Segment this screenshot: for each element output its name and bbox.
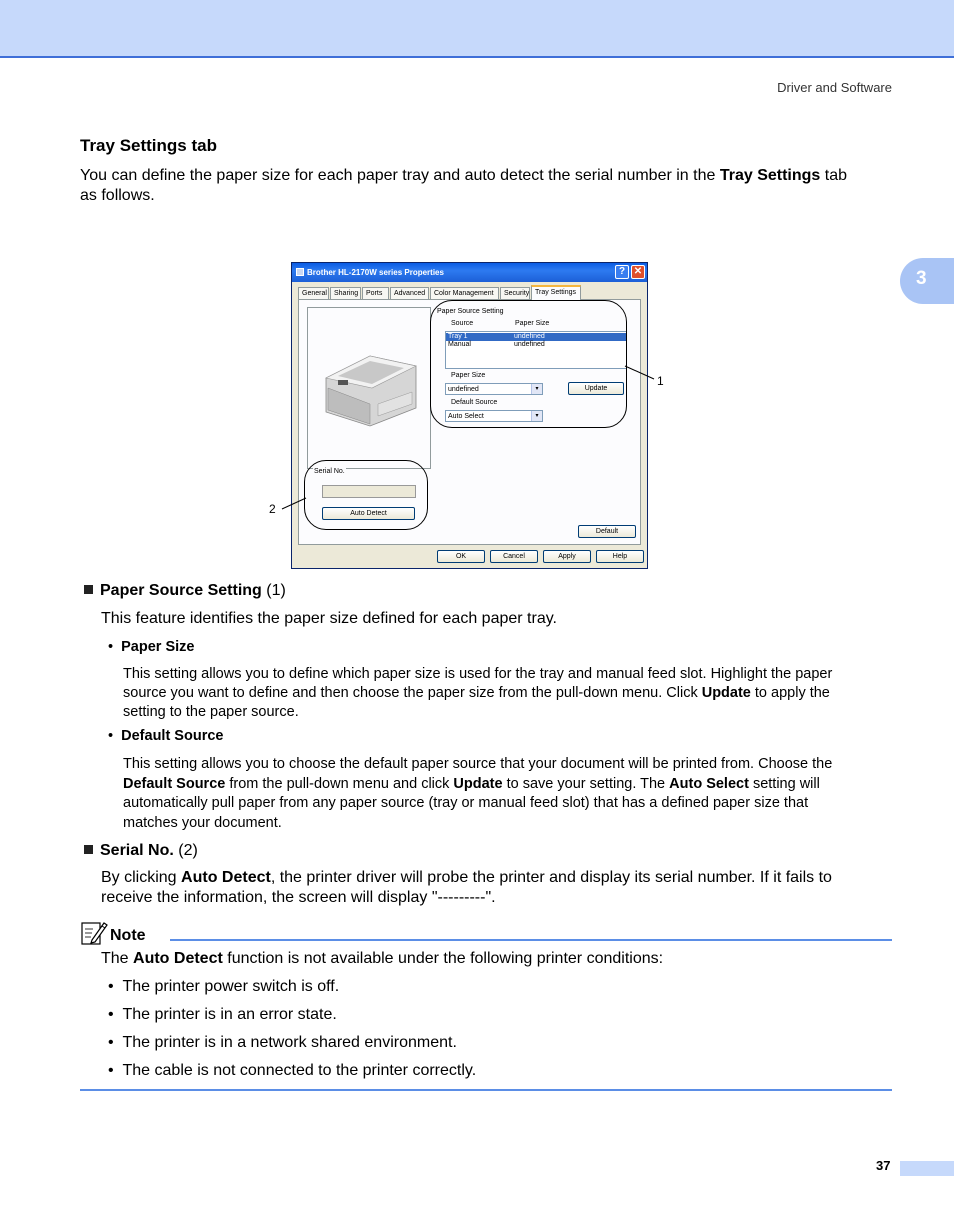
bullet: • <box>108 978 114 995</box>
tray1-source: Tray 1 <box>448 333 468 340</box>
tab-ports[interactable]: Ports <box>362 287 389 299</box>
note-item <box>108 1033 457 1053</box>
cancel-button[interactable]: Cancel <box>490 550 538 563</box>
serial-no-num: (2) <box>173 842 198 859</box>
intro-text: You can define the paper size for each paper tray and auto detect the serial number in the <box>80 167 720 184</box>
intro-line2: as follows. <box>80 187 155 204</box>
update-button[interactable]: Update <box>568 382 624 395</box>
close-icon[interactable]: ✕ <box>631 265 645 279</box>
chapter-number: 3 <box>916 268 927 289</box>
paper-source-heading <box>84 581 286 601</box>
tab-sharing[interactable]: Sharing <box>330 287 361 299</box>
callout-number-2: 2 <box>269 502 276 516</box>
note-bold: Auto Detect <box>133 950 223 967</box>
help-button[interactable]: Help <box>596 550 644 563</box>
help-icon[interactable]: ? <box>615 265 629 279</box>
bullet: • <box>108 1062 114 1079</box>
note-post: function is not available under the following printer conditions: <box>222 950 664 967</box>
tab-tray-settings[interactable]: Tray Settings <box>531 285 581 300</box>
ds-bold3: Auto Select <box>669 775 749 792</box>
square-bullet-icon <box>84 845 93 854</box>
paper-size-value: undefined <box>448 386 479 393</box>
ps-line2: source you want to define and then choose the paper size from the pull-down menu. Click <box>123 685 702 701</box>
bullet: • <box>108 728 114 744</box>
default-button[interactable]: Default <box>578 525 636 538</box>
ds-line3: automatically pull paper from any paper source (tray or manual feed slot) that has a defined paper size that <box>123 795 809 811</box>
ds-bold2: Update <box>453 775 503 792</box>
chevron-down-icon: ▾ <box>531 411 542 421</box>
default-source-value: Auto Select <box>448 413 484 420</box>
paper-size-title: Paper Size <box>121 639 195 655</box>
sn-line2: receive the information, the screen will display "---------". <box>101 889 496 906</box>
auto-detect-button[interactable]: Auto Detect <box>322 507 415 520</box>
note-item-text: The printer is in a network shared environment. <box>122 1034 457 1051</box>
default-source-title: Default Source <box>121 728 224 744</box>
source-column-header: Source <box>451 320 474 327</box>
apply-button[interactable]: Apply <box>543 550 591 563</box>
paper-size-column-header: Paper Size <box>515 320 550 327</box>
default-source-desc <box>123 755 832 833</box>
tab-general[interactable]: General <box>298 287 329 299</box>
intro-bold: Tray Settings <box>719 167 821 184</box>
note-item <box>108 977 339 997</box>
ds-line1: This setting allows you to choose the default paper source that your document will be printed from. Choose the <box>123 756 833 772</box>
page-tab <box>900 1161 954 1176</box>
default-source-subheading <box>108 727 223 746</box>
note-pencil-icon <box>80 920 108 946</box>
sn-pre: By clicking <box>101 869 182 886</box>
ok-button[interactable]: OK <box>437 550 485 563</box>
ds-line4: matches your document. <box>123 814 282 831</box>
dialog-title: Brother HL-2170W series Properties <box>307 268 444 277</box>
paper-source-num: (1) <box>261 582 286 599</box>
ds-end2: setting will <box>748 775 820 792</box>
bullet: • <box>108 1006 114 1023</box>
paper-source-title: Paper Source Setting <box>100 582 262 599</box>
tray1-size: undefined <box>514 333 545 340</box>
section-title: Tray Settings tab <box>80 136 217 155</box>
serial-no-heading <box>84 841 198 861</box>
tab-color-management[interactable]: Color Management <box>430 287 499 299</box>
square-bullet-icon <box>84 585 93 594</box>
tab-security[interactable]: Security <box>500 287 530 299</box>
bullet: • <box>108 1034 114 1051</box>
paper-size-desc <box>123 665 832 722</box>
note-item <box>108 1061 476 1081</box>
ps-line3: setting to the paper source. <box>123 704 299 720</box>
paper-source-desc: This feature identifies the paper size defined for each paper tray. <box>101 610 557 627</box>
note-pre: The <box>101 950 134 967</box>
page-number: 37 <box>876 1158 891 1173</box>
chevron-down-icon: ▾ <box>531 384 542 394</box>
serial-no-desc <box>101 868 832 908</box>
paper-size-subheading <box>108 638 194 657</box>
note-item-text: The printer power switch is off. <box>122 978 340 995</box>
note-title: Note <box>110 927 146 944</box>
serial-no-group-label: Serial No. <box>314 468 345 475</box>
note-item <box>108 1005 337 1025</box>
note-divider-bottom <box>80 1089 892 1091</box>
default-source-label: Default Source <box>451 399 498 406</box>
serial-no-title: Serial No. <box>100 842 174 859</box>
ps-bold: Update <box>701 685 751 701</box>
note-intro <box>101 949 663 969</box>
note-item-text: The printer is in an error state. <box>122 1006 337 1023</box>
ds-mid1: from the pull-down menu and click <box>225 775 454 792</box>
paper-source-group-label: Paper Source Setting <box>437 308 504 315</box>
running-header: Driver and Software <box>777 80 892 95</box>
ps-line2-end: to apply the <box>750 685 830 701</box>
intro-text-end: tab <box>820 167 847 184</box>
paper-size-label: Paper Size <box>451 372 486 379</box>
ps-line1: This setting allows you to define which paper size is used for the tray and manual feed slot. Highlight the paper <box>123 666 833 682</box>
sn-bold: Auto Detect <box>181 869 271 886</box>
callout-number-1: 1 <box>657 374 664 388</box>
note-item-text: The cable is not connected to the printer correctly. <box>122 1062 477 1079</box>
tab-advanced[interactable]: Advanced <box>390 287 429 299</box>
sn-post: , the printer driver will probe the printer and display its serial number. If it fails to <box>270 869 832 886</box>
ds-mid2: to save your setting. The <box>502 775 670 792</box>
manual-size: undefined <box>514 341 545 348</box>
ds-bold1: Default Source <box>123 775 226 792</box>
bullet: • <box>108 639 114 655</box>
manual-source: Manual <box>448 341 471 348</box>
note-divider-top <box>170 939 892 941</box>
